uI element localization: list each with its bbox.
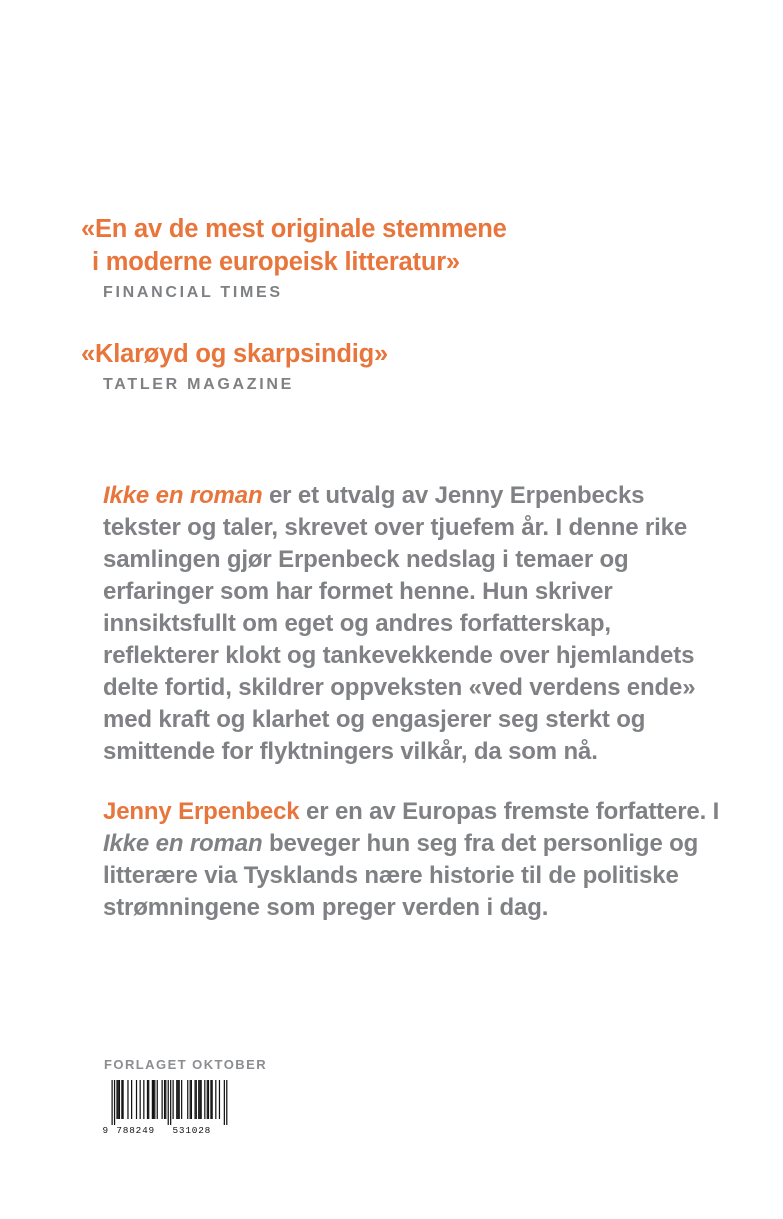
book-title-mention-2: Ikke en roman: [103, 830, 263, 858]
blurb-paragraph-2: [103, 796, 728, 924]
blurb-paragraph-1-text: er et utvalg av Jenny Erpenbecks tekster og taler, skrevet over tjuefem år. I denne rike samlingen gjør Erpenbeck nedslag i temaer og erfaringer som har formet henne. Hun skriver innsiktsfullt om eget og andres forfatterskap, reflekterer klokt og tankevekkende over hjemlandets delte fortid, skildrer oppveksten «ved verdens ende» med kraft og klarhet og engasjerer seg sterkt og smittende for flyktningers vilkår, da som nå.: [103, 482, 696, 766]
praise-quote-1: [81, 213, 732, 302]
svg-text:531028: 531028: [172, 1125, 212, 1136]
blurb-paragraph-2-segment-2: beveger hun seg fra det personlige og litterære via Tysklands nære historie til de politiske strømningene som preger verden i dag.: [103, 830, 699, 922]
footer-block: [102, 1057, 267, 1137]
praise-quote-2-line-1: «Klarøyd og skarpsindig»: [81, 339, 388, 368]
praise-quote-1-line-1: «En av de mest originale stemmene: [81, 215, 507, 243]
svg-text:788249: 788249: [116, 1125, 155, 1136]
publisher-name: FORLAGET OKTOBER: [104, 1057, 268, 1072]
blurb-paragraph-2-segment-1: er en av Europas fremste forfattere. I: [299, 798, 720, 826]
praise-quotes-block: [81, 213, 732, 394]
barcode-svg: [102, 1079, 258, 1137]
praise-quote-2-text: [81, 338, 732, 371]
praise-source-2: TATLER MAGAZINE: [103, 375, 294, 393]
book-title-mention-1: Ikke en roman: [103, 482, 263, 509]
author-name-mention: Jenny Erpenbeck: [103, 798, 300, 826]
blurb-paragraph-1: [103, 480, 728, 768]
isbn-barcode: [102, 1079, 258, 1137]
praise-quote-2: [81, 338, 732, 394]
praise-quote-1-line-2: i moderne europeisk litteratur»: [92, 247, 460, 276]
praise-source-1: FINANCIAL TIMES: [103, 283, 283, 301]
praise-quote-1-text: [81, 213, 732, 279]
blurb-block: [103, 480, 728, 924]
svg-text:9: 9: [102, 1125, 109, 1136]
